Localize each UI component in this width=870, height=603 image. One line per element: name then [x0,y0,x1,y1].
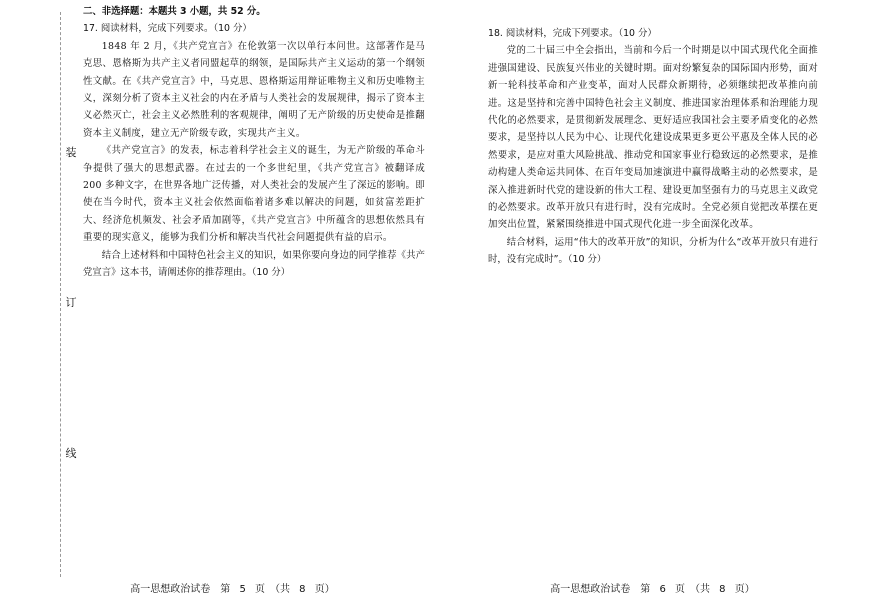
binding-char-xian: 线 [61,447,81,461]
page-footer-left: 高一思想政治试卷 第 5 页 （共 8 页） [130,584,335,595]
question-18-material-paragraph-1: 党的二十届三中全会指出，当前和今后一个时期是以中国式现代化全面推进强国建设、民族复兴伟业的关键时期。面对纷繁复杂的国际国内形势，面对新一轮科技革命和产业变革，面对人民群众新期待，必须继续把改革推向前进。这是坚持和完善中国特色社会主义制度、推进国家治理体系和治理能力现代化的必然要求，是贯彻新发展理念、更好适应我国社会主要矛盾变化的必然要求，是坚持以人民为中心、让现代化建设成果更多更公平惠及全体人民的必然要求，是应对重大风险挑战、推动党和国家事业行稳致远的必然要求，是推动构建人类命运共同体、在百年变局加速演进中赢得战略主动的必然要求，是深入推进新时代党的建设新的伟大工程、建设更加坚强有力的马克思主义政党的必然要求。改革开放只有进行时，没有完成时。全党必须自觉把改革摆在更加突出位置，紧紧围绕推进中国式现代化进一步全面深化改革。 [488,45,818,231]
left-page-content [83,3,425,282]
question-18-task: 结合材料，运用“伟大的改革开放”的知识，分析为什么“改革开放只有进行时，没有完成时”。（10 分） [488,236,818,266]
question-17-task: 结合上述材料和中国特色社会主义的知识，如果你要向身边的同学推荐《共产党宣言》这本书，请阐述你的推荐理由。（10 分） [83,249,425,279]
question-17-material-paragraph-2: 《共产党宣言》的发表，标志着科学社会主义的诞生，为无产阶级的革命斗争提供了强大的思想武器。在过去的一个多世纪里，《共产党宣言》被翻译成 200 多种文字，在世界各地广泛传播，对人类社会的发展产生了深远的影响。即使在当今时代，资本主义社会依然面临着诸多难以解决的问题，如贫富差距扩大、经济危机频发、社会矛盾加剧等，《共产党宣言》中所蕴含的思想依然具有重要的现实意义，能够为我们分析和解决当代社会问题提供有益的启示。 [83,145,425,244]
binding-line [60,12,61,577]
binding-char-zhuang: 装 [61,146,81,160]
right-page-content [488,25,818,269]
question-17-stem: 17. 阅读材料，完成下列要求。（10 分） [83,23,252,35]
question-17-material-paragraph-1: 1848 年 2 月，《共产党宣言》在伦敦第一次以单行本问世。这部著作是马克思、恩格斯为共产主义者同盟起草的纲领，是国际共产主义运动的第一个纲领性文献。在《共产党宣言》中，马克思、恩格斯运用辩证唯物主义和历史唯物主义，深刻分析了资本主义社会的内在矛盾与人类社会的发展规律，揭示了资本主义必然灭亡，社会主义必然胜利的客观规律，阐明了无产阶级的历史使命是推翻资本主义制度，建立无产阶级专政，实现共产主义。 [83,40,425,139]
section-title: 二、非选择题：本题共 3 小题，共 52 分。 [83,6,266,17]
page-footer-right: 高一思想政治试卷 第 6 页 （共 8 页） [550,584,755,595]
binding-char-ding: 订 [61,296,81,310]
right-page [435,0,870,603]
question-18-stem: 18. 阅读材料，完成下列要求。（10 分） [488,28,657,39]
